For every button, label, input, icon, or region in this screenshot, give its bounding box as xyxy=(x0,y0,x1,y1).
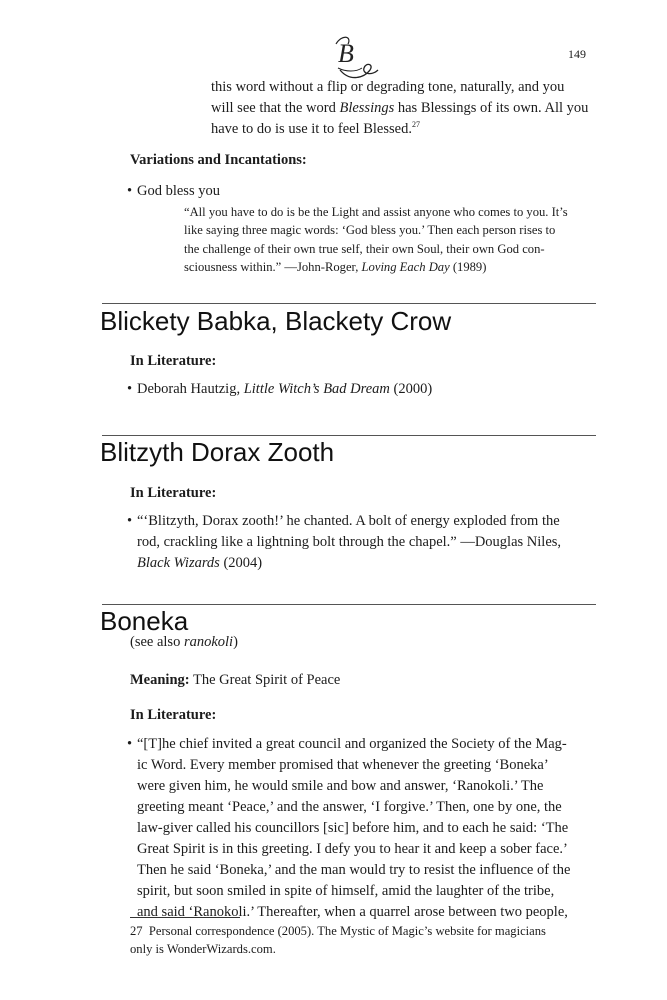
entry-title: Blitzyth Dorax Zooth xyxy=(100,437,335,467)
section-divider xyxy=(102,435,596,436)
intro-line: this word without a flip or degrading tone, naturally, and you xyxy=(211,79,565,95)
entry-title: Blickety Babka, Blackety Crow xyxy=(100,306,452,336)
footnote-ref: 27 xyxy=(411,120,420,130)
list-item: • “‘Blitzyth, Dorax zooth!’ he chanted. A bolt of energy exploded from the rod, crackling like a lightning bolt through the chapel.” —Douglas Niles, Black Wizards (2004) xyxy=(127,513,562,571)
section-divider xyxy=(102,303,596,304)
svg-text:B: B xyxy=(338,39,354,68)
footnote-number: 27 xyxy=(130,924,143,938)
intro-paragraph xyxy=(211,77,601,140)
footnote: 27 Personal correspondence (2005). The Mystic of Magic’s website for magicians only is WonderWizards.com. xyxy=(130,924,546,957)
literature-heading: In Literature: xyxy=(130,353,217,369)
section-divider xyxy=(102,604,596,605)
meaning-label: Meaning: xyxy=(130,672,190,688)
intro-line: will see that the word Blessings has Blessings of its own. All you xyxy=(211,100,589,116)
footnote-rule xyxy=(130,917,240,918)
see-also: (see also ranokoli) xyxy=(130,634,238,650)
entry-title: Boneka xyxy=(100,606,189,636)
intro-line: have to do is use it to feel Blessed.$^{27}$ xyxy=(211,120,420,137)
meaning-line xyxy=(130,670,340,691)
list-item: • God bless you xyxy=(127,183,220,199)
page-number: 149 xyxy=(568,47,586,61)
literature-heading: In Literature: xyxy=(130,707,217,723)
list-item: • “[T]he chief invited a great council and organized the Society of the Mag- ic Word. Every member promised that whenever the greeting ‘Boneka’ were given him, he would smile and bow and answer, ‘Ranokoli.’ The greeting meant ‘Peace,’ and the answer, ‘I forgive.’ Then, one by one, the law-giver called his councillors [sic] before him, and to each he said: ‘The Great Spirit is in this greeting. I defy you to hear it and keep a sober face.’ Then he said ‘Boneka,’ and the man would try to resist the influence of the spirit, but soon smiled in spite of himself, amid the laughter of the tribe, and said ‘Ranokoli.’ Thereafter, when a quarrel arose between two people, xyxy=(127,736,571,920)
list-item: • Deborah Hautzig, Little Witch’s Bad Dream (2000) xyxy=(127,381,433,397)
variations-heading: Variations and Incantations: xyxy=(130,152,307,168)
literature-heading: In Literature: xyxy=(130,485,217,501)
meaning-value: The Great Spirit of Peace xyxy=(189,672,341,688)
block-quote: “All you have to do is be the Light and assist anyone who comes to you. It’s like saying three magic words: ‘God bless you.’ Then each person rises to the challenge of their own true self, their own Soul, their own God con- sciousness within.” —John-Roger, Loving Each Day (1989) xyxy=(184,205,568,275)
